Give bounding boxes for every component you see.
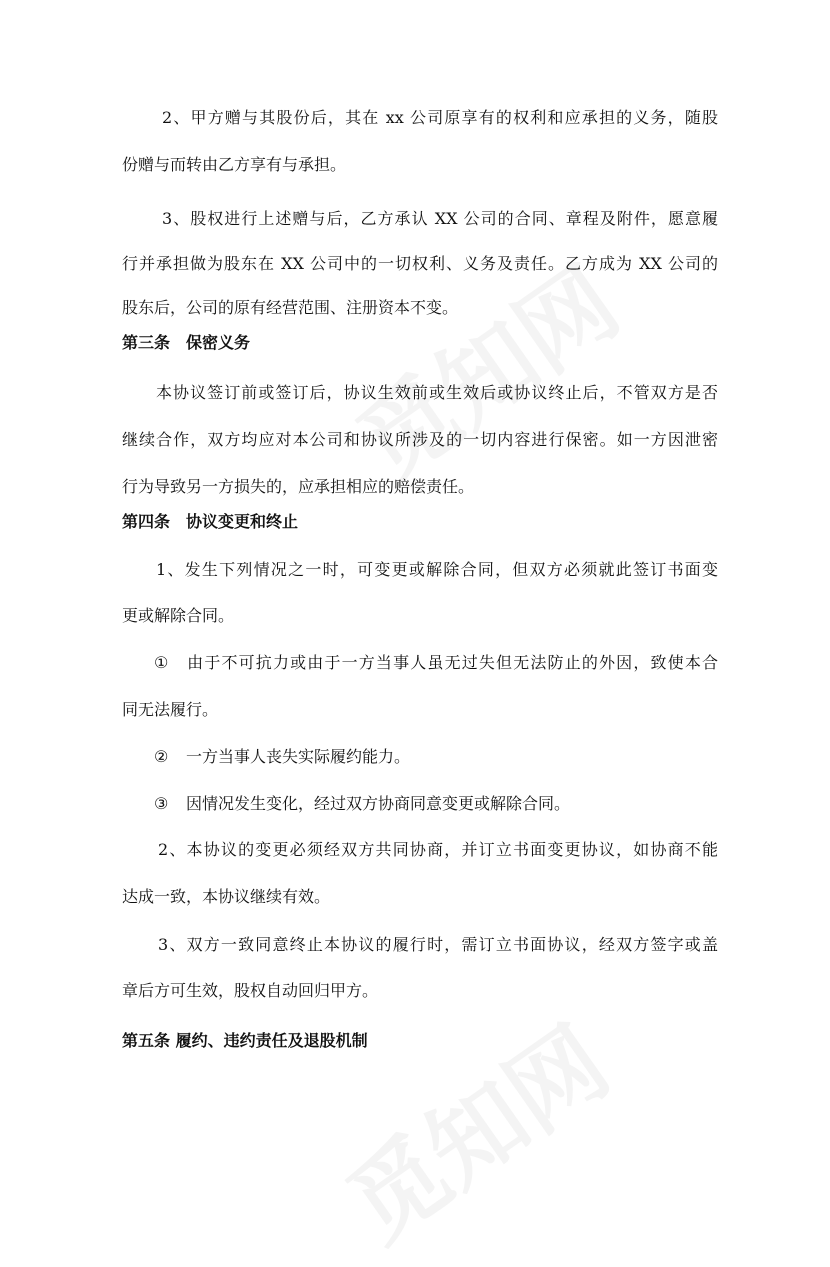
paragraph-line: 1、发生下列情况之一时，可变更或解除合同，但双方必须就此签订书面变: [156, 560, 718, 579]
paragraph-line: 2、甲方赠与其股份后，其在 xx 公司原享有的权利和应承担的义务，随股: [162, 108, 718, 127]
paragraph-line: 份赠与而转由乙方享有与承担。: [122, 155, 347, 174]
paragraph-line: 章后方可生效，股权自动回归甲方。: [122, 981, 379, 1000]
article-heading: 第四条 协议变更和终止: [122, 512, 299, 531]
paragraph-line: 行为导致另一方损失的，应承担相应的赔偿责任。: [122, 477, 475, 496]
paragraph-line: 本协议签订前或签订后，协议生效前或生效后或协议终止后，不管双方是否: [156, 383, 718, 402]
list-item: [154, 653, 718, 673]
paragraph-line: 行并承担做为股东在 XX 公司中的一切权利、义务及责任。乙方成为 XX 公司的: [122, 254, 718, 273]
article-heading: 第三条 保密义务: [122, 333, 251, 352]
article-heading: 第五条 履约、违约责任及退股机制: [122, 1031, 368, 1050]
item-text: 一方当事人丧失实际履约能力。: [186, 747, 411, 766]
list-item: [154, 747, 718, 767]
item-marker: ②: [154, 747, 169, 766]
paragraph-line: 股东后，公司的原有经营范围、注册资本不变。: [122, 298, 459, 317]
paragraph-line: 达成一致，本协议继续有效。: [122, 887, 331, 906]
item-marker: ①: [154, 653, 169, 672]
item-text: 因情况发生变化，经过双方协商同意变更或解除合同。: [186, 794, 571, 813]
paragraph-line: 继续合作，双方均应对本公司和协议所涉及的一切内容进行保密。如一方因泄密: [122, 430, 718, 449]
item-text: 由于不可抗力或由于一方当事人虽无过失但无法防止的外因，致使本合: [186, 653, 718, 672]
paragraph-line: 3、双方一致同意终止本协议的履行时，需订立书面协议，经双方签字或盖: [158, 935, 718, 954]
item-marker: ③: [154, 794, 169, 813]
paragraph-line: 同无法履行。: [122, 700, 219, 719]
list-item: [154, 794, 718, 814]
paragraph-line: 2、本协议的变更必须经双方共同协商，并订立书面变更协议，如协商不能: [158, 840, 718, 859]
paragraph-line: 3、股权进行上述赠与后，乙方承认 XX 公司的合同、章程及附件，愿意履: [162, 209, 718, 228]
paragraph-line: 更或解除合同。: [122, 606, 235, 625]
